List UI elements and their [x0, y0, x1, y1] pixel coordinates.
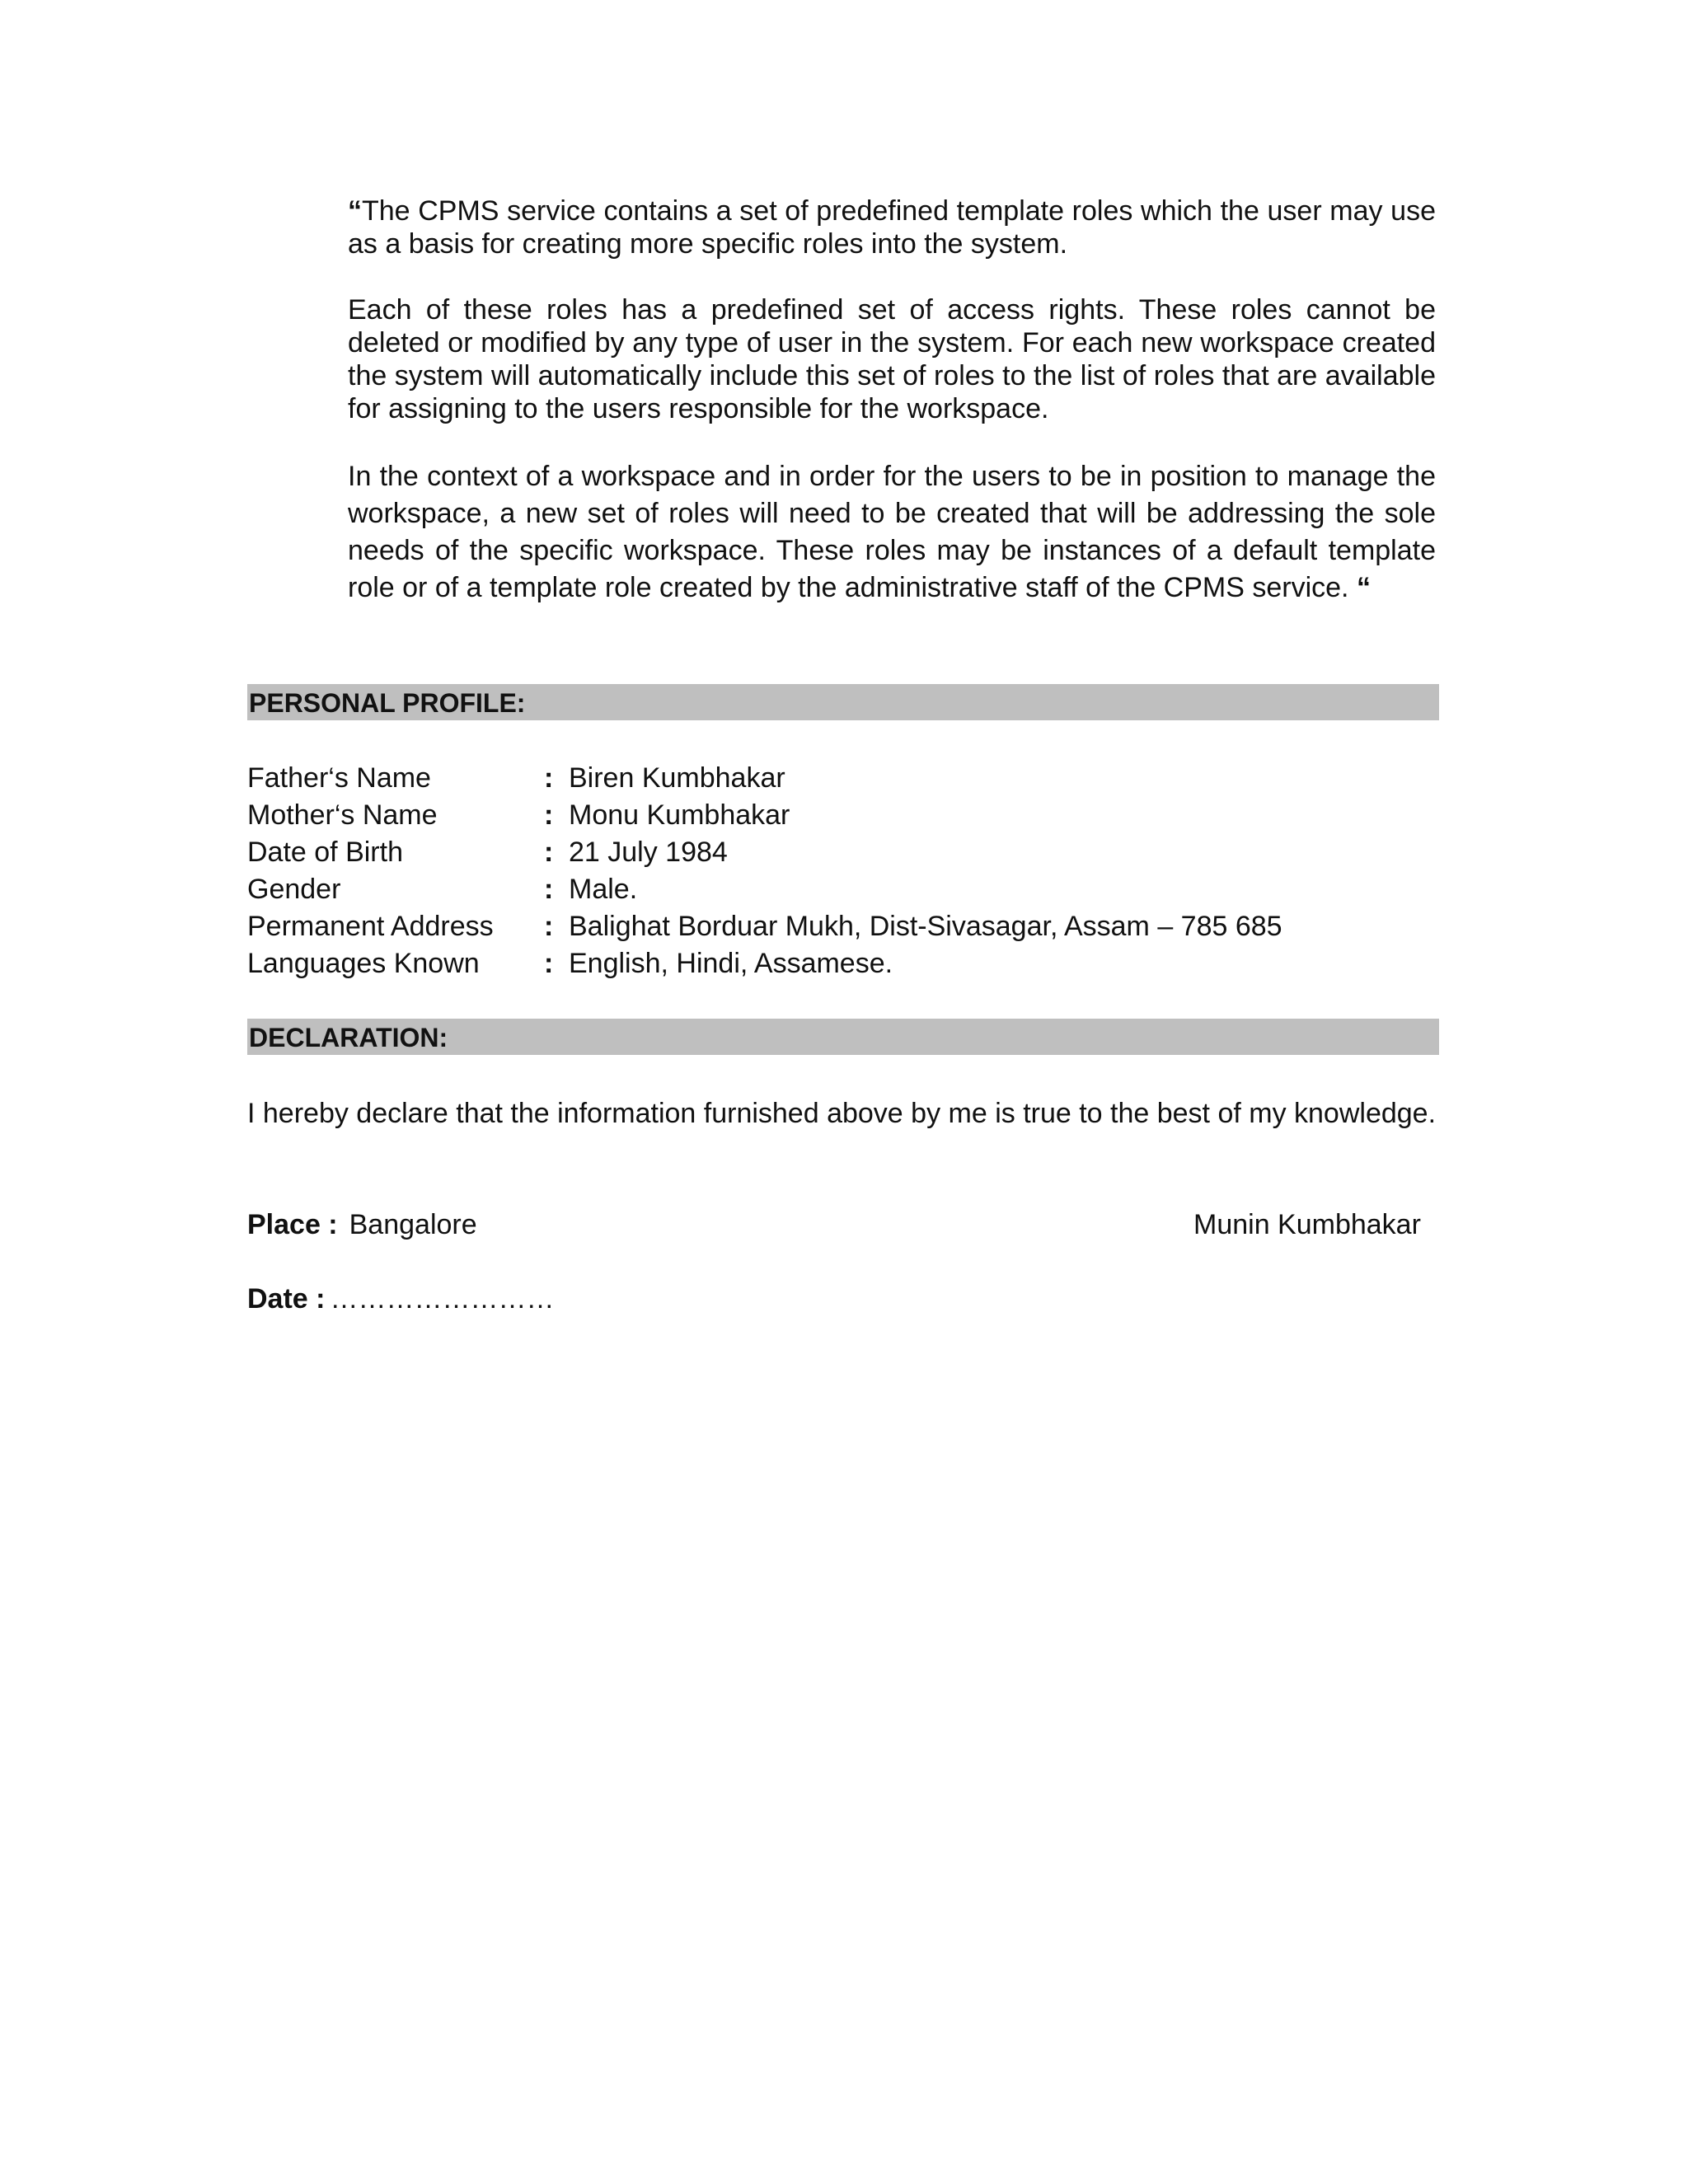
place-row: [247, 1207, 477, 1243]
profile-separator: :: [544, 799, 554, 831]
profile-row-permanent-address: [247, 908, 1439, 945]
profile-value: 21 July 1984: [569, 837, 728, 868]
profile-row-date-of-birth: [247, 834, 1439, 871]
profile-value: Male.: [569, 874, 638, 905]
quote-paragraph-3: [348, 458, 1436, 607]
declaration-text: I hereby declare that the information furnished above by me is true to the best of my knowledge.: [247, 1098, 1437, 1129]
quoted-description: [348, 194, 1436, 640]
profile-separator: :: [544, 874, 554, 905]
quote-paragraph-1-text: The CPMS service contains a set of predefined template roles which the user may use as a basis for creating more specific roles into the system.: [348, 195, 1436, 260]
profile-label: Permanent Address: [247, 911, 494, 942]
profile-label: Languages Known: [247, 948, 480, 979]
date-row: [247, 1281, 554, 1317]
profile-value: Biren Kumbhakar: [569, 762, 785, 794]
profile-value: Monu Kumbhakar: [569, 799, 790, 831]
profile-row-mothers-name: [247, 797, 1439, 834]
profile-separator: :: [544, 837, 554, 868]
quote-paragraph-2: Each of these roles has a predefined set of access rights. These roles cannot be deleted or modified by any type of user in the system. For each new workspace created the system will automatically include this set of roles to the list of roles that are available for assigning to the users responsible for the workspace.: [348, 294, 1436, 424]
profile-value: English, Hindi, Assamese.: [569, 948, 893, 979]
place-label: Place :: [247, 1209, 338, 1240]
profile-separator: :: [544, 762, 554, 794]
profile-label: Mother‘s Name: [247, 799, 438, 831]
profile-row-languages-known: [247, 945, 1439, 982]
declaration-heading: DECLARATION:: [247, 1019, 1439, 1055]
profile-row-gender: [247, 871, 1439, 908]
profile-label: Father‘s Name: [247, 762, 431, 794]
profile-separator: :: [544, 911, 554, 942]
profile-separator: :: [544, 948, 554, 979]
quote-paragraph-3-text: In the context of a workspace and in order for the users to be in position to manage the workspace, a new set of roles will need to be created that will be addressing the sole needs of the specific workspace. These roles may be instances of a default template role or of a template role created by the administrative staff of the CPMS service.: [348, 461, 1436, 603]
quote-paragraph-1: [348, 194, 1436, 260]
date-label: Date :: [247, 1283, 326, 1315]
date-value: ……………………: [330, 1283, 555, 1315]
profile-label: Gender: [247, 874, 341, 905]
profile-row-fathers-name: [247, 760, 1439, 797]
personal-profile-table: [247, 760, 1439, 982]
profile-value: Balighat Borduar Mukh, Dist-Sivasagar, Assam – 785 685: [569, 911, 1282, 942]
close-quote-mark: “: [1356, 572, 1371, 603]
open-quote-mark: “: [348, 195, 362, 227]
personal-profile-heading: PERSONAL PROFILE:: [247, 684, 1439, 720]
place-value: Bangalore: [349, 1209, 477, 1240]
signature-name: Munin Kumbhakar: [1193, 1209, 1421, 1240]
profile-label: Date of Birth: [247, 837, 403, 868]
